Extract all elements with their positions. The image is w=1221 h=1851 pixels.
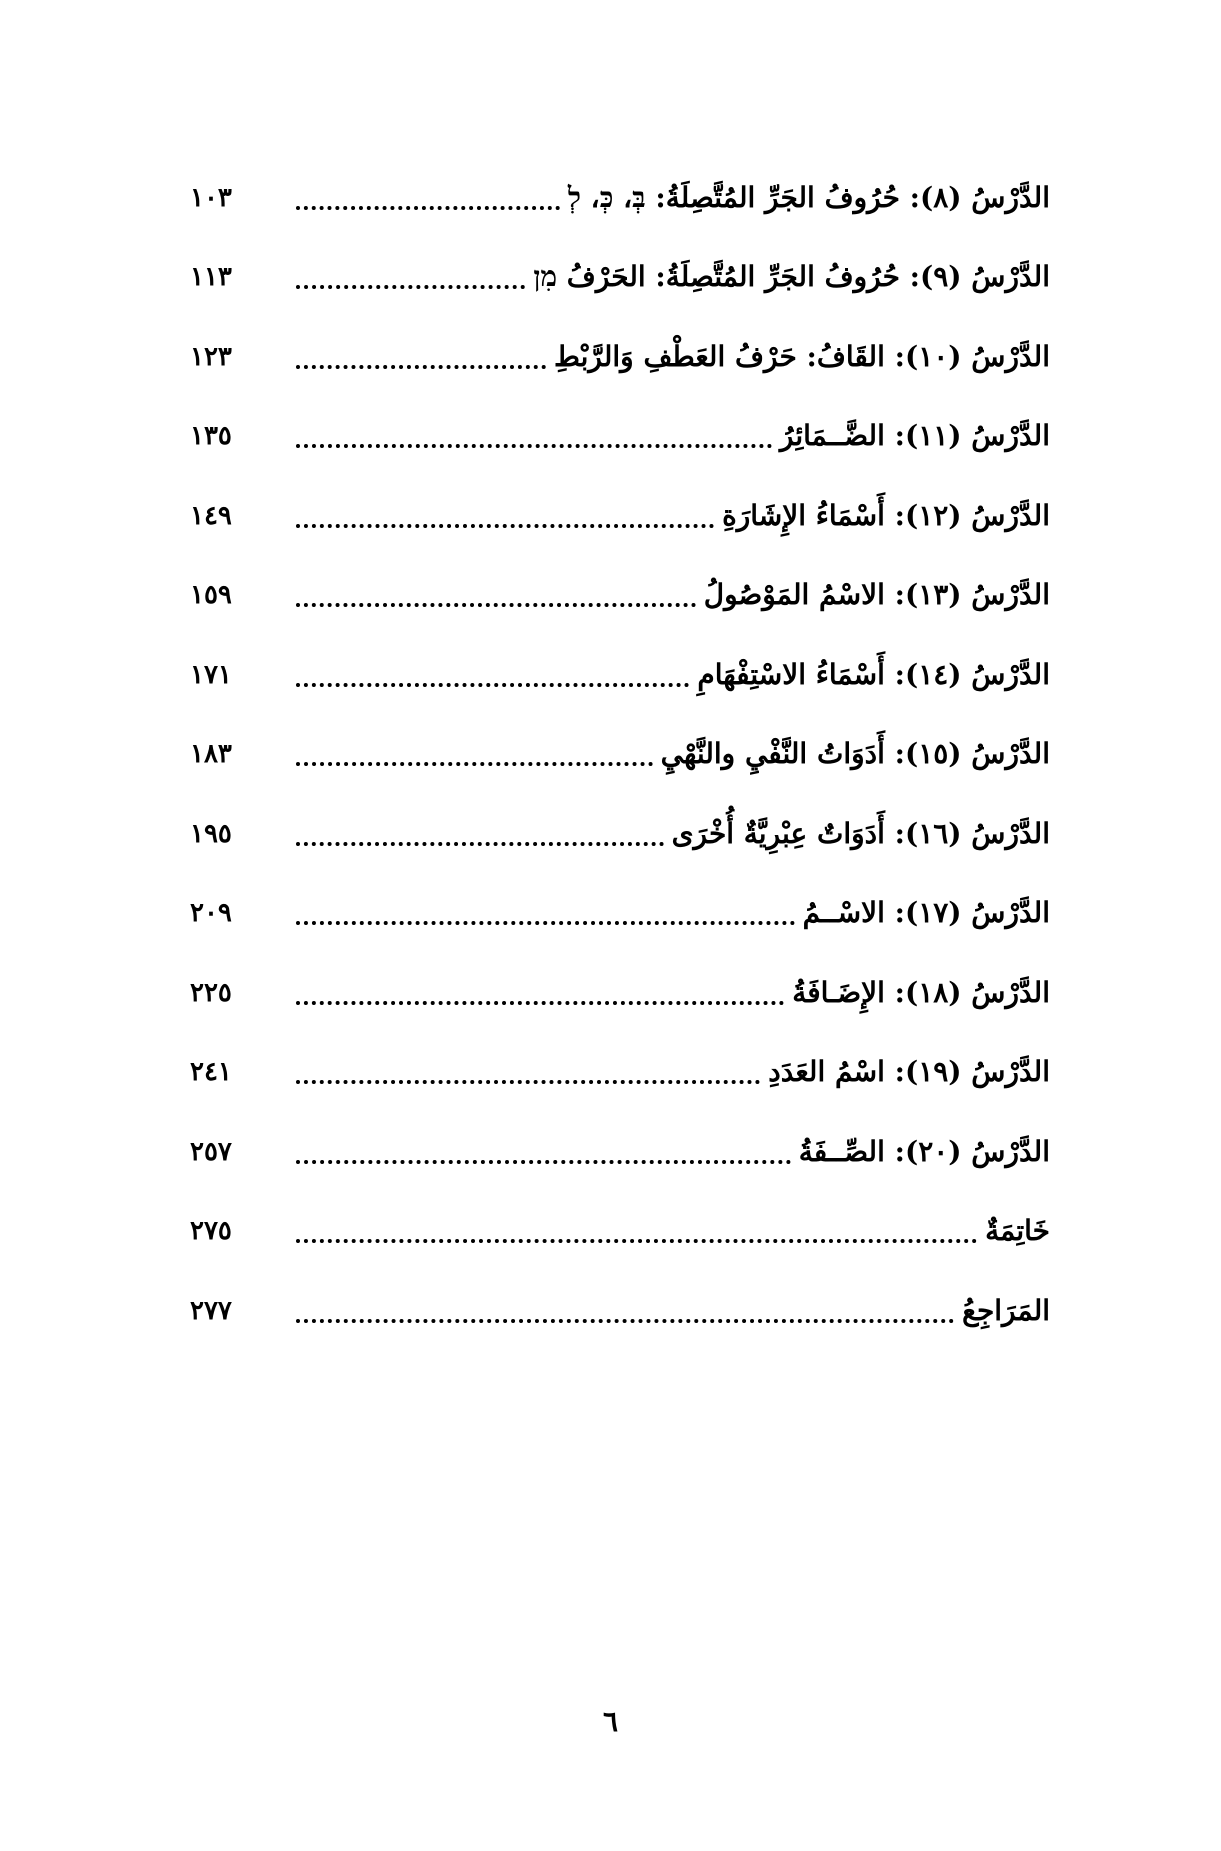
dot-leader bbox=[296, 1233, 977, 1243]
dot-leader bbox=[296, 438, 772, 448]
toc-entry-page: ١١٣ bbox=[190, 262, 232, 293]
toc-entry-title: خَاتِمَةٌ bbox=[985, 1214, 1050, 1248]
toc-entry-title: الدَّرْسُ (١٠): القَافُ: حَرْفُ العَطْفِ وَالرَّبْطِ bbox=[554, 339, 1050, 373]
toc-entry-title: الدَّرْسُ (٢٠): الصِّــفَةُ bbox=[798, 1134, 1050, 1168]
toc-entry-page: ١٢٣ bbox=[190, 341, 232, 372]
dot-leader bbox=[296, 1074, 760, 1084]
toc-entry-title: الدَّرْسُ (١١): الضَّــمَائِرُ bbox=[779, 419, 1050, 453]
dot-leader bbox=[296, 1313, 954, 1323]
toc-entry-title: الدَّرْسُ (٨): حُرُوفُ الجَرِّ المُتَّصِلَةُ: בְּ، כְּ، לְ bbox=[567, 180, 1050, 214]
toc-entry[interactable] bbox=[190, 715, 1050, 795]
toc-entry[interactable] bbox=[190, 1271, 1050, 1351]
toc-entry-page: ٢٧٥ bbox=[190, 1216, 232, 1247]
toc-entry[interactable] bbox=[190, 953, 1050, 1033]
dot-leader bbox=[296, 836, 664, 846]
toc-entry-page: ١٨٣ bbox=[190, 739, 232, 770]
toc-entry-page: ٢٠٩ bbox=[190, 898, 232, 929]
toc-entry[interactable] bbox=[190, 874, 1050, 954]
toc-entry-page: ١٣٥ bbox=[190, 421, 232, 452]
toc-entry[interactable] bbox=[190, 794, 1050, 874]
dot-leader bbox=[296, 597, 696, 607]
toc-entry-page: ١٠٣ bbox=[190, 182, 232, 213]
toc-entry[interactable] bbox=[190, 1112, 1050, 1192]
dot-leader bbox=[296, 279, 525, 289]
toc-entry-page: ٢٤١ bbox=[190, 1057, 232, 1088]
toc-entry-page: ٢٥٧ bbox=[190, 1136, 232, 1167]
toc-entry[interactable] bbox=[190, 476, 1050, 556]
toc-entry[interactable] bbox=[190, 1033, 1050, 1113]
toc-entry-page: ١٩٥ bbox=[190, 818, 232, 849]
toc-entry-title: الدَّرْسُ (١٣): الاسْمُ المَوْصُولُ bbox=[703, 578, 1050, 612]
dot-leader bbox=[296, 359, 546, 369]
toc-entry[interactable] bbox=[190, 1192, 1050, 1272]
dot-leader bbox=[296, 1154, 791, 1164]
toc-entry[interactable] bbox=[190, 556, 1050, 636]
toc-entry-page: ١٤٩ bbox=[190, 500, 232, 531]
toc-entry-title: الدَّرْسُ (١٧): الاسْــمُ bbox=[802, 896, 1050, 930]
toc-entry-title: الدَّرْسُ (١٥): أَدَوَاتُ النَّفْيِ والنَّهْيِ bbox=[660, 737, 1050, 771]
toc-entry-page: ٢٧٧ bbox=[190, 1295, 232, 1326]
dot-leader bbox=[296, 995, 784, 1005]
toc-entry-title: الدَّرْسُ (١٩): اسْمُ العَدَدِ bbox=[768, 1055, 1050, 1089]
dot-leader bbox=[296, 915, 795, 925]
toc-entry-title: الدَّرْسُ (١٢): أَسْمَاءُ الإِشَارَةِ bbox=[722, 498, 1050, 532]
toc-entry[interactable] bbox=[190, 317, 1050, 397]
toc-entry-title: الدَّرْسُ (١٨): الإِضَـافَةُ bbox=[792, 975, 1050, 1009]
toc-entry[interactable] bbox=[190, 635, 1050, 715]
toc-entry-title: الدَّرْسُ (٩): حُرُوفُ الجَرِّ المُتَّصِلَةُ: الحَرْفُ מִן bbox=[533, 260, 1050, 294]
dot-leader bbox=[296, 677, 689, 687]
dot-leader bbox=[296, 200, 560, 210]
dot-leader bbox=[296, 518, 714, 528]
toc-entry-title: الدَّرْسُ (١٤): أَسْمَاءُ الاسْتِفْهَامِ bbox=[697, 657, 1050, 691]
table-of-contents bbox=[190, 158, 1050, 1351]
toc-entry[interactable] bbox=[190, 397, 1050, 477]
dot-leader bbox=[296, 756, 653, 766]
toc-entry[interactable] bbox=[190, 158, 1050, 238]
toc-entry[interactable] bbox=[190, 238, 1050, 318]
toc-entry-page: ٢٢٥ bbox=[190, 977, 232, 1008]
toc-entry-title: الدَّرْسُ (١٦): أَدَوَاتٌ عِبْرِيَّةٌ أُخْرَى bbox=[671, 816, 1050, 850]
toc-entry-page: ١٥٩ bbox=[190, 580, 232, 611]
toc-entry-page: ١٧١ bbox=[190, 659, 232, 690]
toc-entry-title: المَرَاجِعُ bbox=[962, 1293, 1050, 1327]
page-number: ٦ bbox=[602, 1705, 619, 1738]
